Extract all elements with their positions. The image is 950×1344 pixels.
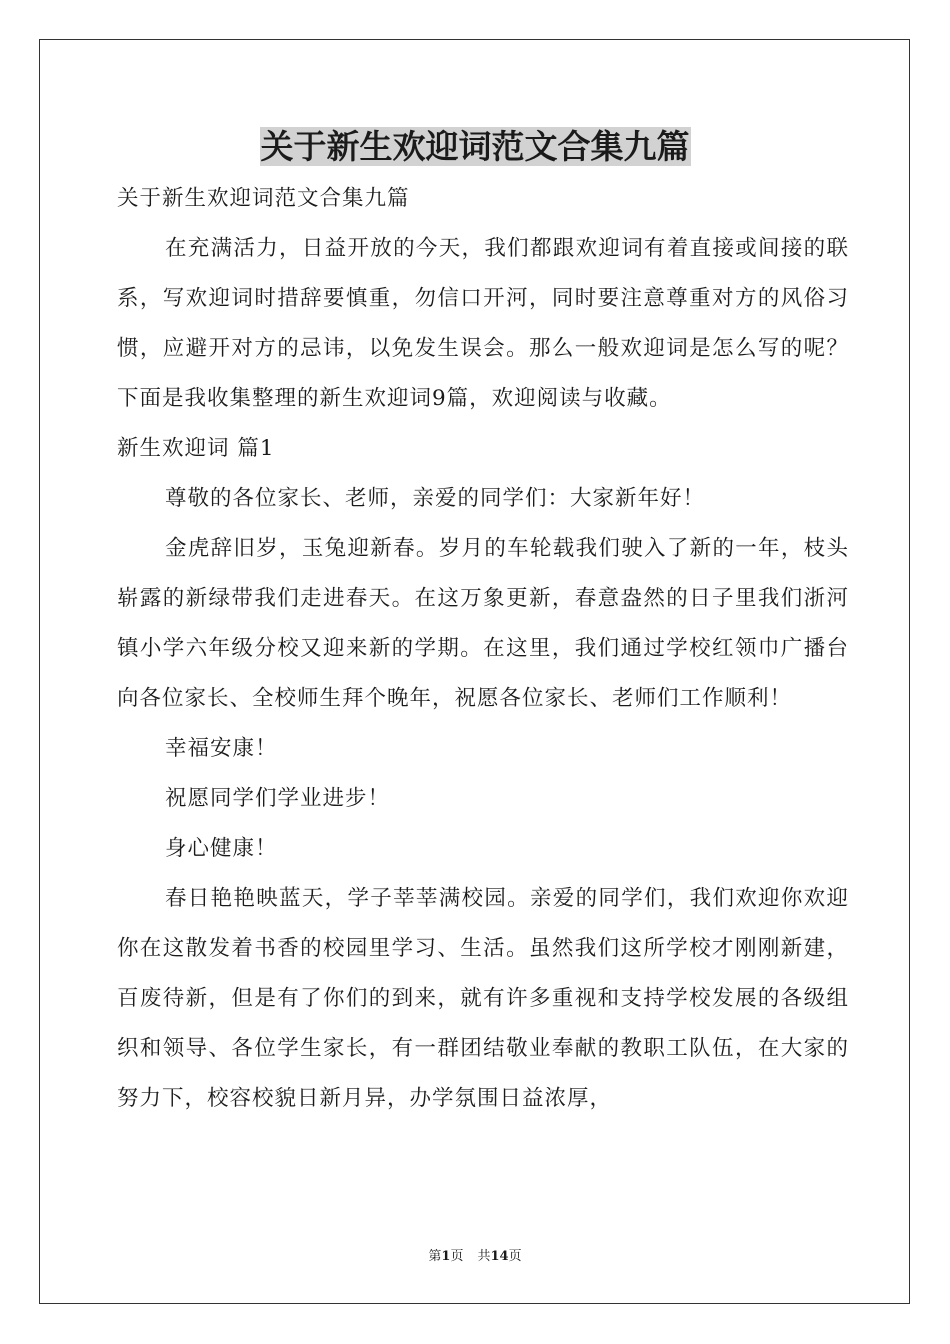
- paragraph-greeting: 尊敬的各位家长、老师，亲爱的同学们：大家新年好！: [165, 486, 706, 511]
- total-prefix: 共: [477, 1249, 491, 1264]
- page-footer: [0, 1248, 950, 1266]
- paragraph: 金虎辞旧岁，玉兔迎新春。岁月的车轮载我们驶入了新的一年，枝头崭露的新绿带我们走进春天。在这万象更新，春意盎然的日子里我们浙河镇小学六年级分校又迎来新的学期。在这里，我们通过学校红领巾广播台向各位家长、全校师生拜个晚年，祝愿各位家长、老师们工作顺利！: [117, 536, 849, 711]
- page-prefix: 第: [428, 1249, 442, 1264]
- document-body: [117, 174, 849, 1124]
- paragraph: 祝愿同学们学业进步！: [165, 786, 391, 811]
- title-text: 关于新生欢迎词范文合集九篇: [260, 127, 690, 166]
- paragraph-intro: 在充满活力，日益开放的今天，我们都跟欢迎词有着直接或间接的联系，写欢迎词时措辞要慎重，勿信口开河，同时要注意尊重对方的风俗习惯，应避开对方的忌讳，以免发生误会。那么一般欢迎词是怎么写的呢？下面是我收集整理的新生欢迎词9篇，欢迎阅读与收藏。: [117, 236, 849, 411]
- paragraph: 幸福安康！: [165, 736, 278, 761]
- total-suffix: 页: [508, 1249, 522, 1264]
- paragraph: 春日艳艳映蓝天，学子莘莘满校园。亲爱的同学们，我们欢迎你欢迎你在这散发着书香的校园里学习、生活。虽然我们这所学校才刚刚新建，百废待新，但是有了你们的到来，就有许多重视和支持学校发展的各级组织和领导、各位学生家长，有一群团结敬业奉献的教职工队伍，在大家的努力下，校容校貌日新月异，办学氛围日益浓厚，: [117, 886, 849, 1111]
- page-number: 1: [441, 1249, 451, 1264]
- paragraph-subtitle: 关于新生欢迎词范文合集九篇: [117, 186, 410, 211]
- page-suffix: 页: [450, 1249, 464, 1264]
- paragraph: 身心健康！: [165, 836, 278, 861]
- total-pages: 14: [490, 1249, 509, 1264]
- section-heading: 新生欢迎词 篇1: [117, 436, 275, 461]
- document-title: [0, 124, 950, 170]
